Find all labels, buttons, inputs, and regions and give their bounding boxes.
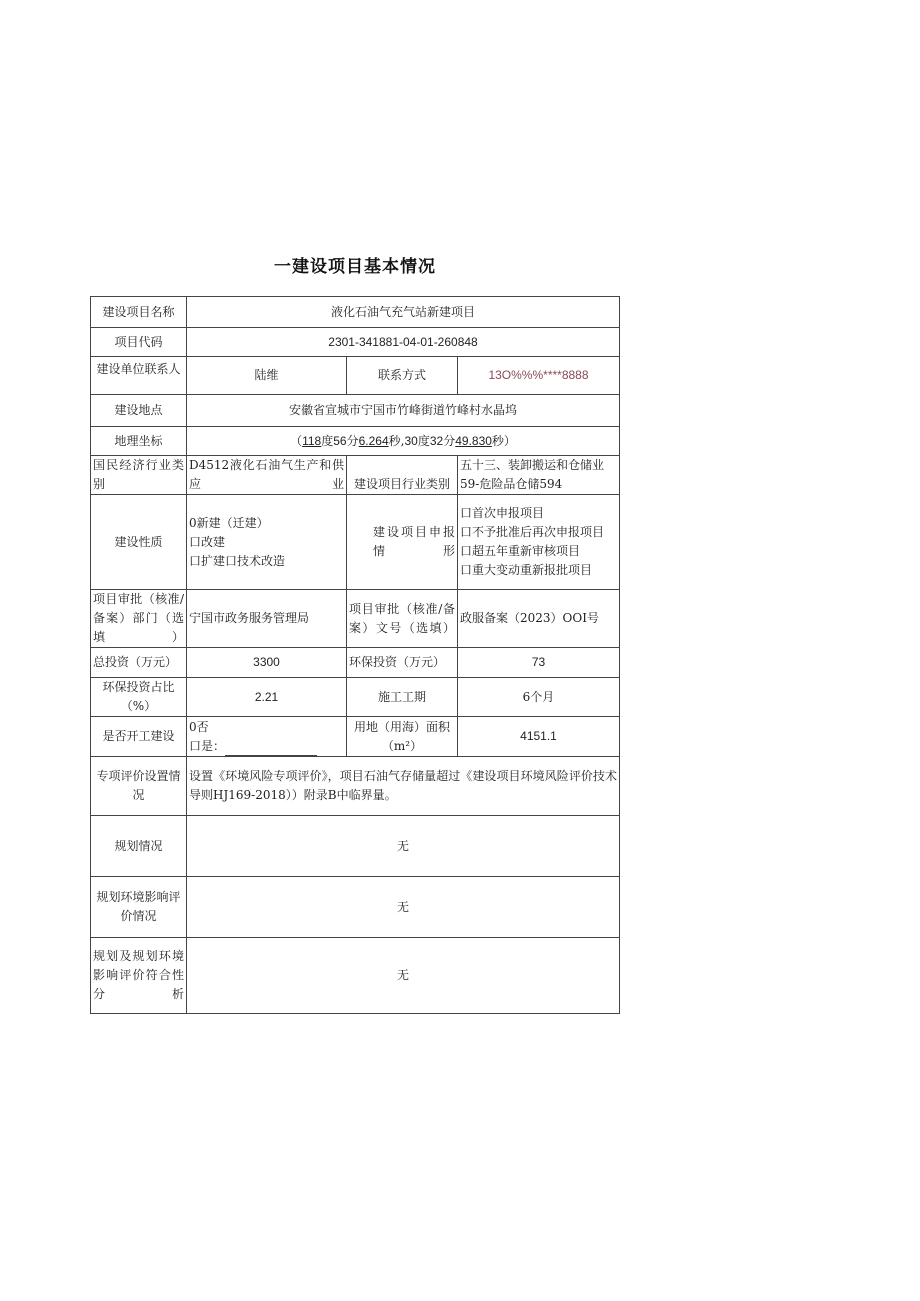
env-investment-value: 73 [458, 648, 620, 678]
row-special-eval [91, 757, 620, 816]
contact-person-label: 建设单位联系人 [91, 357, 187, 395]
industry-category-label: 建设项目行业类别 [347, 456, 458, 495]
construction-period-label: 施工工期 [347, 678, 458, 717]
coordinates-value [187, 427, 620, 456]
longitude-degrees-unit: 度 [321, 433, 334, 448]
row-started [91, 717, 620, 757]
planning-eia-value: 无 [187, 877, 620, 938]
planning-conformity-label: 规划及规划环境影响评价符合性分析 [91, 938, 187, 1014]
planning-value: 无 [187, 816, 620, 877]
contact-method-value: 13O%%%****8888 [458, 357, 620, 395]
planning-label: 规划情况 [91, 816, 187, 877]
page-title: 一建设项目基本情况 [274, 257, 436, 277]
nature-option-expand[interactable]: 口扩建口技术改造 [189, 553, 286, 568]
location-label: 建设地点 [91, 395, 187, 427]
nature-option-new[interactable]: 0新建（迁建） [189, 515, 269, 530]
report-option-first[interactable]: 口首次申报项目 [460, 506, 545, 520]
contact-method-label: 联系方式 [347, 357, 458, 395]
latitude-degrees: 30 [404, 433, 418, 448]
approval-dept-label: 项目审批（核准/备案）部门（选填） [91, 590, 187, 648]
industry-category-line-1: 五十三、装卸搬运和仓储业 [460, 458, 605, 472]
latitude-seconds: 49.830 [455, 433, 492, 448]
started-option-yes[interactable] [189, 737, 344, 756]
longitude-minutes: 56 [333, 433, 347, 448]
approval-doc-label: 项目审批（核准/备案）文号（选填） [347, 590, 458, 648]
project-code-label: 项目代码 [91, 328, 187, 357]
approval-dept-value: 宁国市政务服务管理局 [187, 590, 347, 648]
row-ratio [91, 678, 620, 717]
report-situation-label: 建设项目申报情形 [347, 495, 458, 590]
project-code-value: 2301-341881-04-01-260848 [187, 328, 620, 357]
coord-open: （ [290, 433, 303, 448]
project-name-value: 液化石油气充气站新建项目 [187, 297, 620, 328]
report-option-major-change[interactable]: 口重大变动重新报批项目 [460, 563, 593, 577]
total-investment-value: 3300 [187, 648, 347, 678]
longitude-degrees: 118 [302, 433, 322, 448]
started-option-no[interactable]: 0否 [189, 719, 209, 734]
special-eval-value: 设置《环境风险专项评价》，项目石油气存储量超过《建设项目环境风险评价技术导则HJ169-2018））附录B中临界量。 [187, 757, 620, 816]
row-approval [91, 590, 620, 648]
contact-person-value: 陆维 [187, 357, 347, 395]
industry-category-line-2: 59-危险品仓储594 [460, 477, 563, 491]
industry-category-value [458, 456, 620, 495]
started-date-blank[interactable] [225, 743, 317, 756]
land-area-value: 4151.1 [458, 717, 620, 757]
longitude-seconds: 6.264 [358, 433, 389, 448]
row-industry [91, 456, 620, 495]
project-info-table [90, 296, 620, 1014]
row-planning-conformity [91, 938, 620, 1014]
row-project-name [91, 297, 620, 328]
total-investment-label: 总投资（万元） [91, 648, 187, 678]
nature-option-rebuild[interactable]: 口改建 [189, 534, 226, 549]
land-area-label: 用地（用海）面积（m²） [347, 717, 458, 757]
report-option-resubmit[interactable]: 口不予批准后再次申报项目 [460, 525, 605, 539]
row-nature [91, 495, 620, 590]
env-investment-label: 环保投资（万元） [347, 648, 458, 678]
latitude-minutes: 32 [429, 433, 444, 448]
row-location [91, 395, 620, 427]
longitude-minutes-unit: 分 [346, 433, 359, 448]
latitude-seconds-unit: 秒） [491, 433, 516, 448]
report-option-five-year[interactable]: 口超五年重新审核项目 [460, 544, 581, 558]
project-name-label: 建设项目名称 [91, 297, 187, 328]
report-situation-options [458, 495, 620, 590]
row-investment [91, 648, 620, 678]
longitude-seconds-unit: 秒, [388, 433, 405, 448]
approval-doc-value: 政服备案（2023）OOI号 [458, 590, 620, 648]
planning-eia-label: 规划环境影响评价情况 [91, 877, 187, 938]
coordinates-label: 地理坐标 [91, 427, 187, 456]
nature-label: 建设性质 [91, 495, 187, 590]
latitude-degrees-unit: 度 [417, 433, 430, 448]
special-eval-label: 专项评价设置情况 [91, 757, 187, 816]
started-option-yes-label: 口是： [189, 738, 226, 753]
planning-conformity-value: 无 [187, 938, 620, 1014]
row-contact [91, 357, 620, 395]
industry-label: 国民经济行业类别 [91, 456, 187, 495]
row-project-code [91, 328, 620, 357]
row-planning [91, 816, 620, 877]
industry-value: D4512液化石油气生产和供应业 [187, 456, 347, 495]
env-ratio-label: 环保投资占比（%） [91, 678, 187, 717]
row-coordinates [91, 427, 620, 456]
env-ratio-value: 2.21 [187, 678, 347, 717]
nature-options [187, 495, 347, 590]
construction-period-value: 6个月 [458, 678, 620, 717]
latitude-minutes-unit: 分 [443, 433, 456, 448]
started-options [187, 717, 347, 757]
row-planning-eia [91, 877, 620, 938]
started-label: 是否开工建设 [91, 717, 187, 757]
location-value: 安徽省宣城市宁国市竹峰街道竹峰村水晶坞 [187, 395, 620, 427]
